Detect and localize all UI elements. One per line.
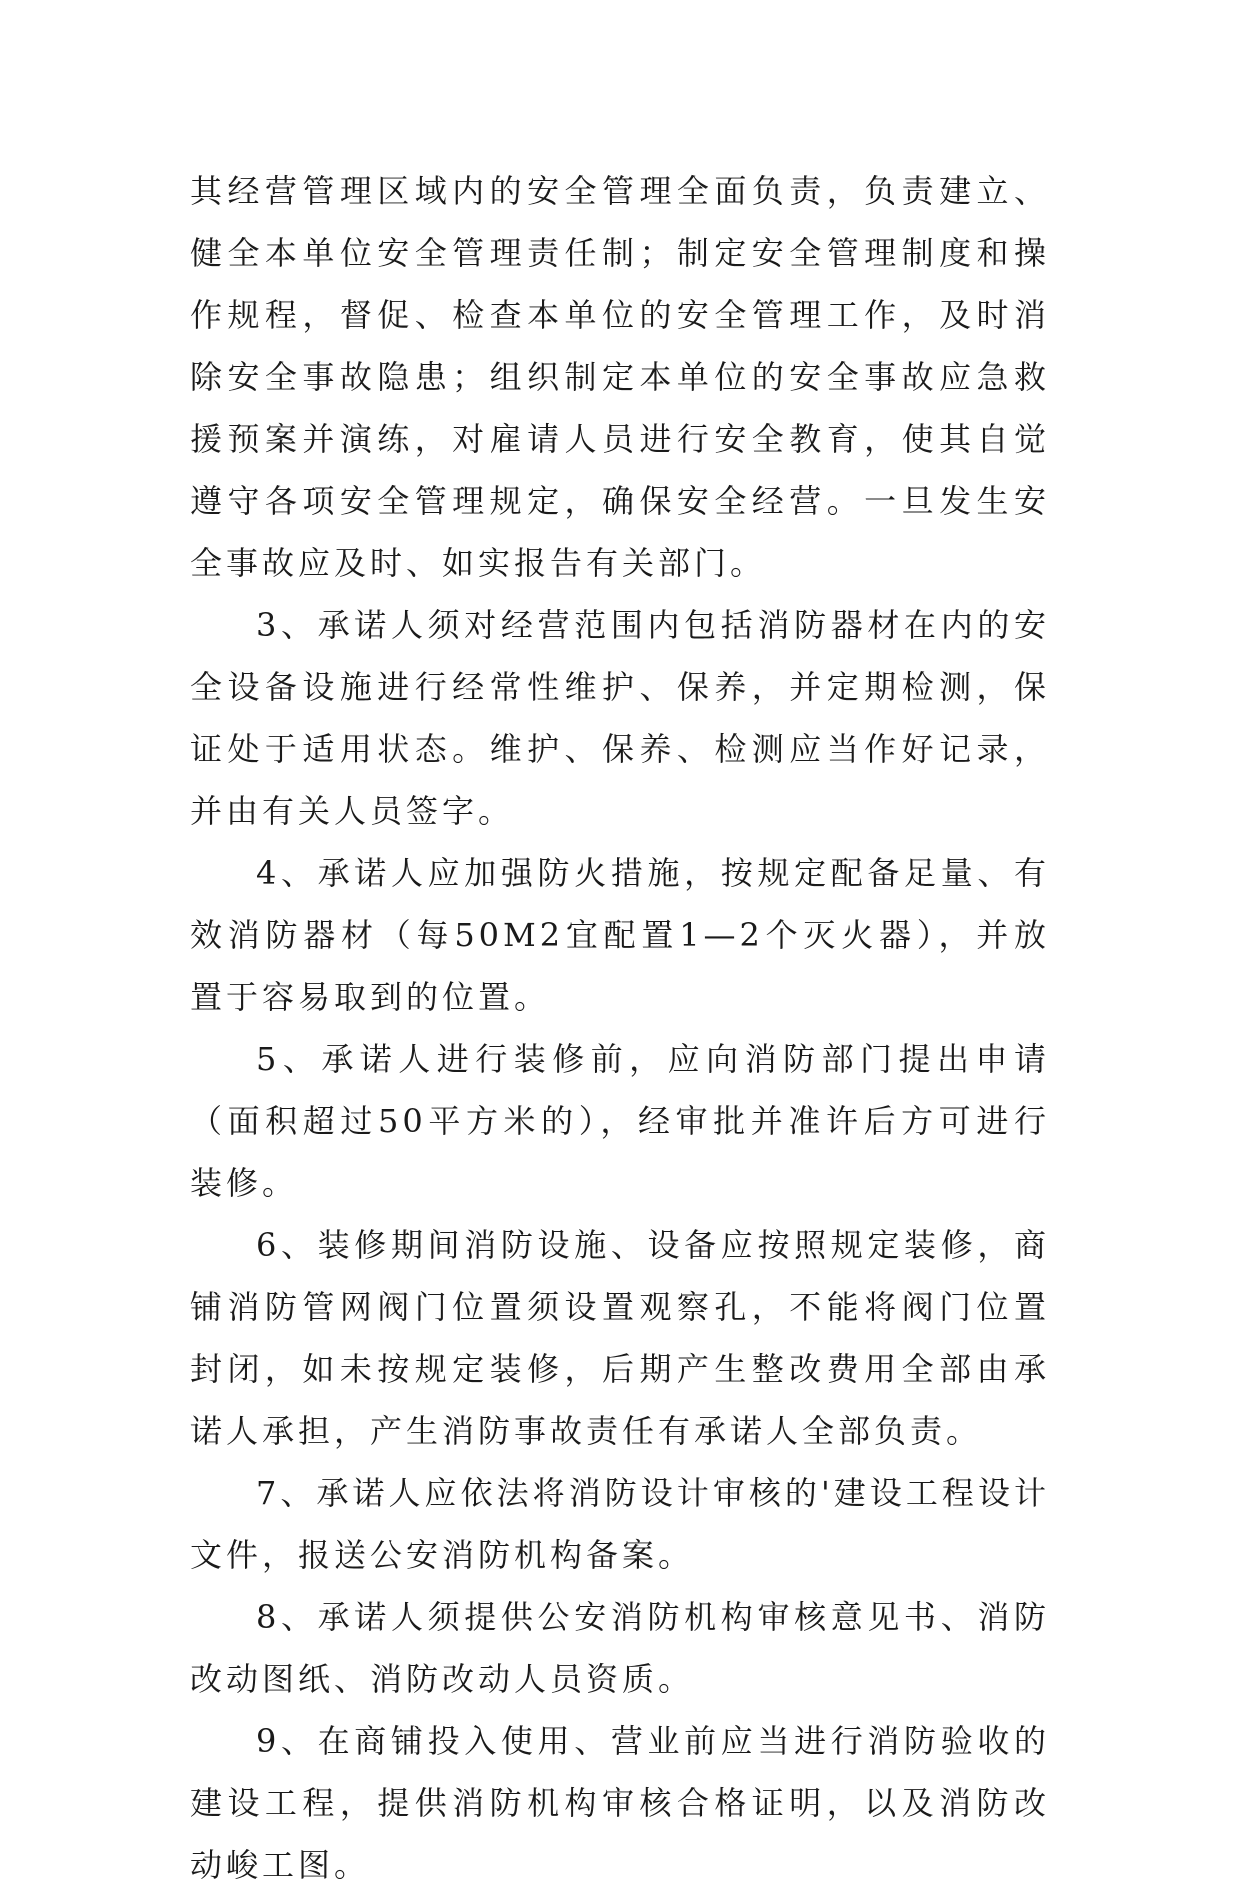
document-body [190, 160, 1050, 1896]
paragraph-item-7: 7、承诺人应依法将消防设计审核的'建设工程设计文件，报送公安消防机构备案。 [190, 1474, 1050, 1574]
paragraph-item-6: 6、装修期间消防设施、设备应按照规定装修，商铺消防管网阀门位置须设置观察孔，不能将阀门位置封闭，如未按规定装修，后期产生整改费用全部由承诺人承担，产生消防事故责任有承诺人全部负责。 [190, 1226, 1050, 1450]
paragraph-item-3: 3、承诺人须对经营范围内包括消防器材在内的安全设备设施进行经常性维护、保养，并定期检测，保证处于适用状态。维护、保养、检测应当作好记录，并由有关人员签字。 [190, 606, 1050, 830]
paragraph-item-5: 5、承诺人进行装修前，应向消防部门提出申请（面积超过50平方米的），经审批并准许后方可进行装修。 [190, 1040, 1050, 1202]
paragraph-item-8: 8、承诺人须提供公安消防机构审核意见书、消防改动图纸、消防改动人员资质。 [190, 1598, 1050, 1698]
paragraph-item-9: 9、在商铺投入使用、营业前应当进行消防验收的建设工程，提供消防机构审核合格证明，以及消防改动峻工图。 [190, 1722, 1050, 1884]
paragraph-responsibility-continued: 其经营管理区域内的安全管理全面负责，负责建立、健全本单位安全管理责任制；制定安全管理制度和操作规程，督促、检查本单位的安全管理工作，及时消除安全事故隐患；组织制定本单位的安全事故应急救援预案并演练，对雇请人员进行安全教育，使其自觉遵守各项安全管理规定，确保安全经营。一旦发生安全事故应及时、如实报告有关部门。 [190, 172, 1050, 582]
paragraph-item-4: 4、承诺人应加强防火措施，按规定配备足量、有效消防器材（每50M2宜配置1—2个灭火器），并放置于容易取到的位置。 [190, 854, 1050, 1016]
